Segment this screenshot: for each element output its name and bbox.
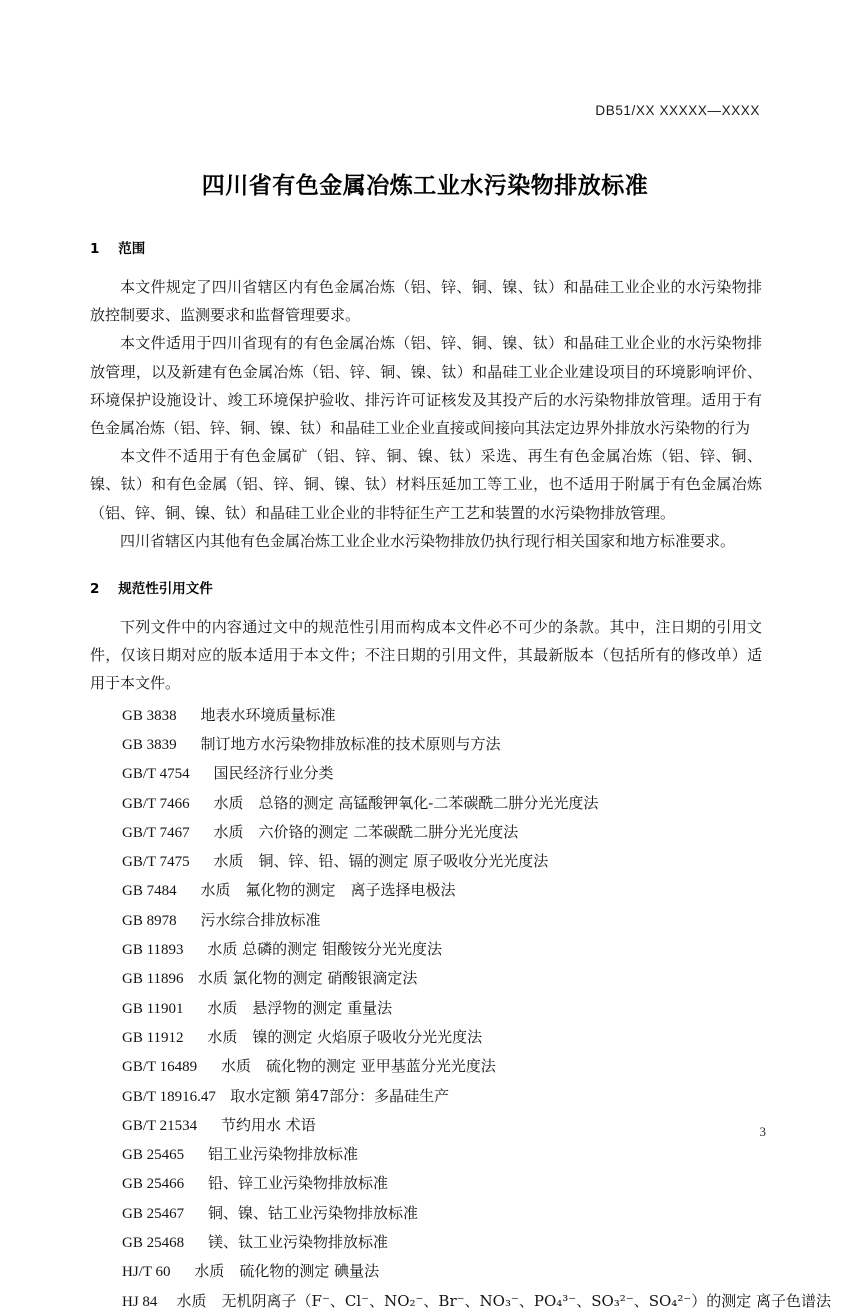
reference-title: 污水综合排放标准 xyxy=(200,910,321,929)
reference-code: GB 11901 xyxy=(122,1000,184,1017)
reference-title: 地表水环境质量标准 xyxy=(200,705,336,724)
paragraph-scope-1: 本文件规定了四川省辖区内有色金属冶炼（铝、锌、铜、镍、钛）和晶硅工业企业的水污染物排放控制要求、监测要求和监督管理要求。 xyxy=(90,278,762,325)
clause-heading-normative-references: 2 规范性引用文件 xyxy=(90,581,213,598)
list-item xyxy=(90,1169,762,1198)
page-title: 四川省有色金属冶炼工业水污染物排放标准 xyxy=(201,173,649,200)
list-item xyxy=(90,789,762,818)
reference-title: 水质 总铬的测定 高锰酸钾氧化-二苯碳酰二肼分光光度法 xyxy=(213,793,599,812)
list-item xyxy=(90,1257,762,1286)
reference-code: GB/T 16489 xyxy=(122,1059,198,1076)
reference-title: 国民经济行业分类 xyxy=(213,764,334,783)
reference-code: GB/T 4754 xyxy=(122,766,190,783)
reference-title: 水质 镍的测定 火焰原子吸收分光光度法 xyxy=(207,1027,483,1046)
reference-title-prefix: 水质 无机阴离子（ xyxy=(176,1291,312,1310)
reference-code: GB/T 7475 xyxy=(122,854,190,871)
reference-code: GB/T 18916.47 xyxy=(122,1088,216,1105)
page-number: 3 xyxy=(759,1124,766,1139)
reference-title: 水质 六价铬的测定 二苯碳酰二肼分光光度法 xyxy=(213,822,519,841)
reference-title: 水质 总磷的测定 钼酸铵分光光度法 xyxy=(207,940,442,959)
reference-ion-species: F⁻、Cl⁻、NO₂⁻、Br⁻、NO₃⁻、PO₄³⁻、SO₃²⁻、SO₄²⁻ xyxy=(311,1291,692,1310)
clause-heading-scope: 1 范围 xyxy=(90,241,146,257)
reference-code: GB 25468 xyxy=(122,1234,185,1251)
reference-title: 水质 铜、锌、铅、镉的测定 原子吸收分光光度法 xyxy=(213,852,549,871)
list-item xyxy=(90,1140,762,1169)
reference-code: GB/T 21534 xyxy=(122,1117,198,1134)
list-item xyxy=(90,964,762,993)
list-item xyxy=(90,994,762,1023)
reference-title-suffix: ）的测定 离子色谱法 xyxy=(691,1291,832,1310)
list-item xyxy=(90,847,762,876)
reference-title: 水质 硫化物的测定 碘量法 xyxy=(194,1262,380,1281)
reference-title: 节约用水 术语 xyxy=(221,1115,316,1134)
reference-title: 水质 氟化物的测定 离子选择电极法 xyxy=(200,881,456,900)
list-item-ions xyxy=(90,1287,832,1316)
reference-title: 铝工业污染物排放标准 xyxy=(207,1145,358,1164)
list-item xyxy=(90,730,762,759)
paragraph-normative-references-intro: 下列文件中的内容通过文中的规范性引用而构成本文件必不可少的条款。其中，注日期的引用文件，仅该日期对应的版本适用于本文件；不注日期的引用文件，其最新版本（包括所有的修改单）适用于本文件。 xyxy=(90,618,762,693)
list-item xyxy=(90,1228,762,1257)
reference-code: GB 25465 xyxy=(122,1147,185,1164)
reference-title: 水质 悬浮物的测定 重量法 xyxy=(207,998,393,1017)
normative-reference-list xyxy=(90,701,832,1316)
reference-title: 铅、锌工业污染物排放标准 xyxy=(207,1174,388,1193)
reference-code: GB 11893 xyxy=(122,942,184,959)
reference-code: GB/T 7467 xyxy=(122,824,190,841)
reference-title: 铜、镍、钴工业污染物排放标准 xyxy=(207,1203,418,1222)
reference-code: GB 7484 xyxy=(122,883,177,900)
list-item xyxy=(90,876,762,905)
reference-code: GB 8978 xyxy=(122,912,177,929)
reference-code: GB 11912 xyxy=(122,1029,184,1046)
reference-code: GB 25467 xyxy=(122,1205,185,1222)
paragraph-scope-2: 本文件适用于四川省现有的有色金属冶炼（铝、锌、铜、镍、钛）和晶硅工业企业的水污染物排放管理，以及新建有色金属冶炼（铝、锌、铜、镍、钛）和晶硅工业企业建设项目的环境影响评价、环境保护设施设计、竣工环境保护验收、排污许可证核发及其投产后的水污染物排放管理。适用于有色金属冶炼（铝、锌、铜、镍、钛）和晶硅工业企业直接或间接向其法定边界外排放水污染物的行为 xyxy=(90,334,762,438)
reference-title: 水质 硫化物的测定 亚甲基蓝分光光度法 xyxy=(221,1057,496,1076)
list-item xyxy=(90,818,762,847)
list-item xyxy=(90,701,762,730)
running-header-standard-code: DB51/XX XXXXX—XXXX xyxy=(595,103,760,118)
list-item xyxy=(90,1052,762,1081)
reference-code: GB/T 7466 xyxy=(122,795,190,812)
reference-code: GB 25466 xyxy=(122,1176,185,1193)
list-item xyxy=(90,1082,762,1111)
reference-title: 制订地方水污染物排放标准的技术原则与方法 xyxy=(200,734,501,753)
list-item xyxy=(90,906,762,935)
list-item xyxy=(90,759,762,788)
list-item xyxy=(90,1023,762,1052)
reference-code: HJ 84 xyxy=(122,1293,158,1310)
reference-code: GB 3838 xyxy=(122,707,177,724)
paragraph-scope-4: 四川省辖区内其他有色金属冶炼工业企业水污染物排放仍执行现行相关国家和地方标准要求。 xyxy=(120,531,736,550)
document-body xyxy=(90,237,832,1316)
list-item xyxy=(90,1199,762,1228)
paragraph-scope-3: 本文件不适用于有色金属矿（铝、锌、铜、镍、钛）采选、再生有色金属冶炼（铝、锌、铜、镍、钛）和有色金属（铝、锌、铜、镍、钛）材料压延加工等工业，也不适用于附属于有色金属冶炼（铝、锌、铜、镍、钛）和晶硅工业企业的非特征生产工艺和装置的水污染物排放管理。 xyxy=(90,447,762,522)
list-item xyxy=(90,935,762,964)
list-item xyxy=(90,1111,762,1140)
reference-code: GB 11896 xyxy=(122,971,184,988)
reference-code: HJ/T 60 xyxy=(122,1264,171,1281)
reference-title: 镁、钛工业污染物排放标准 xyxy=(207,1232,388,1251)
reference-title: 取水定额 第47部分：多晶硅生产 xyxy=(230,1086,450,1105)
reference-title: 水质 氯化物的测定 硝酸银滴定法 xyxy=(197,969,418,988)
reference-code: GB 3839 xyxy=(122,736,177,753)
